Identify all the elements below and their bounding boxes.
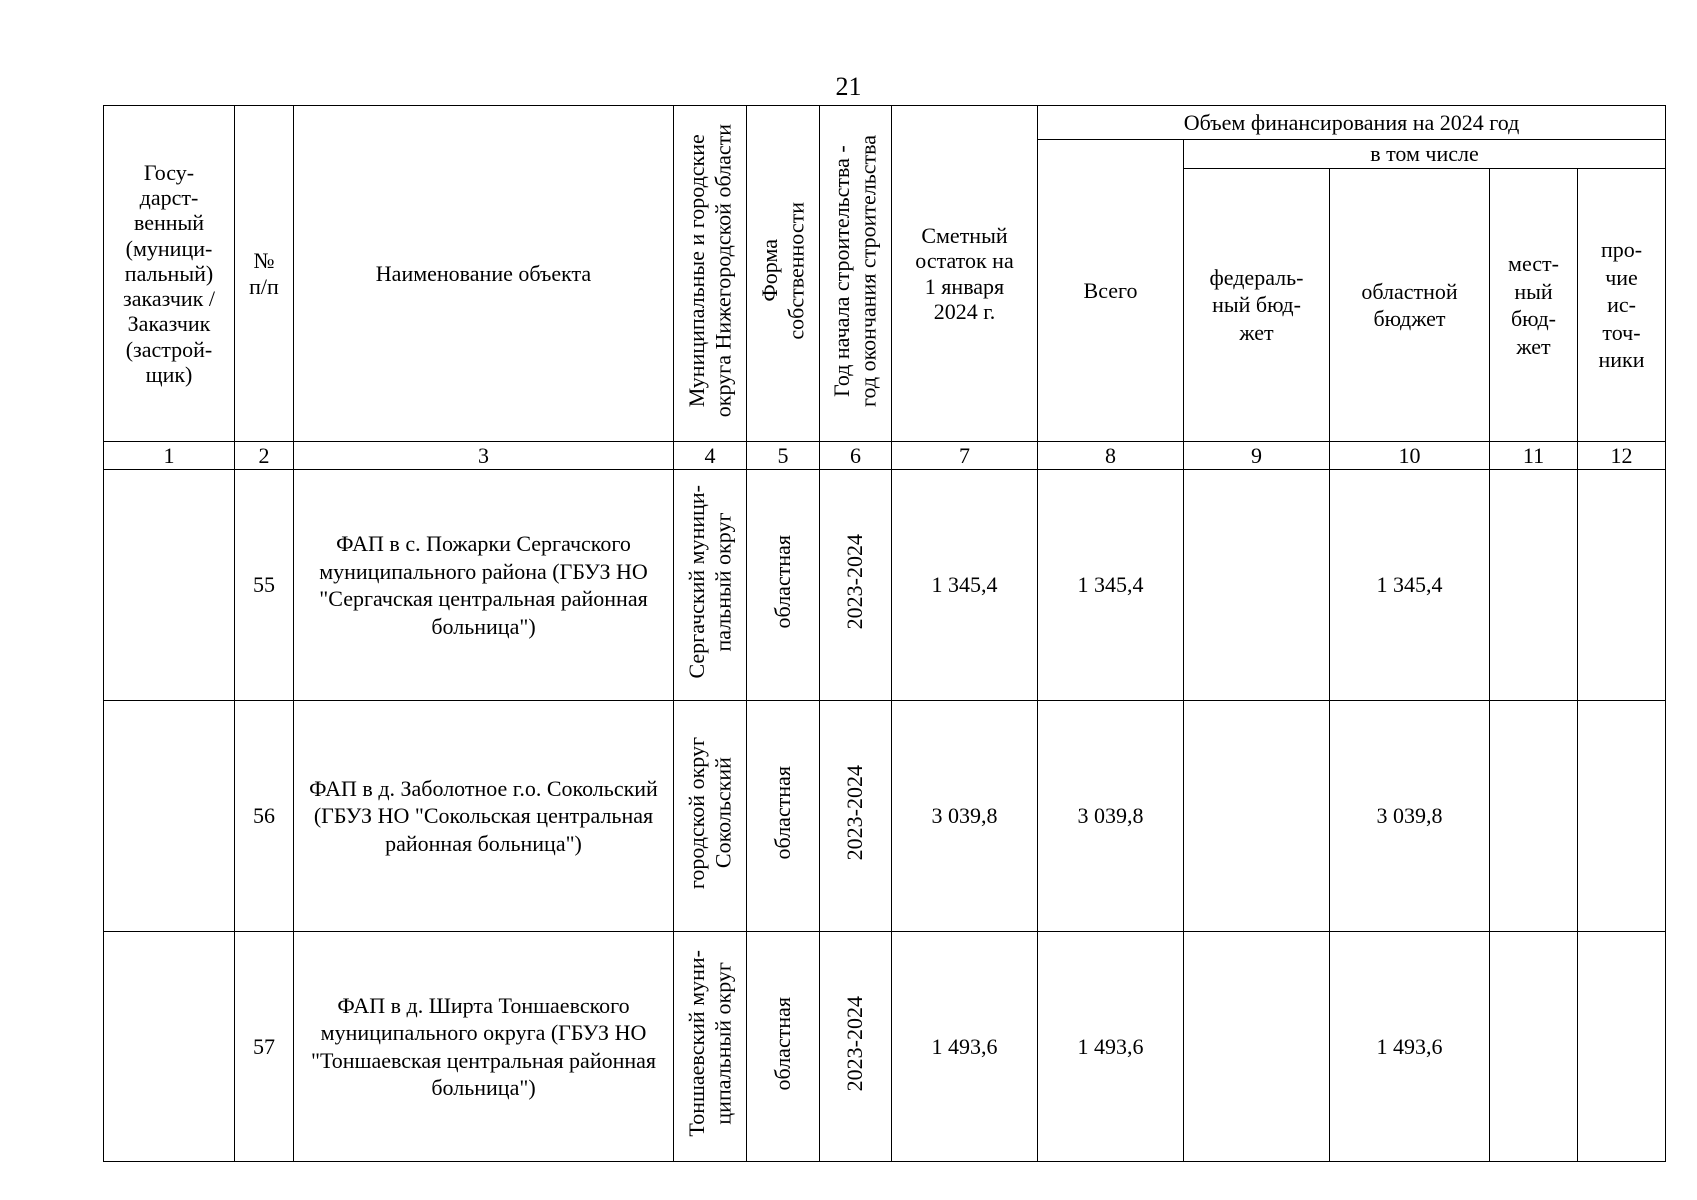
- customer-cell: [104, 470, 235, 701]
- header-district: Муниципальные и городские округа Нижегородской области: [674, 106, 747, 442]
- column-numbers-row: [104, 442, 1666, 470]
- local-budget-cell: [1490, 470, 1578, 701]
- years-cell: 2023-2024: [820, 701, 892, 932]
- estimate-cell: 3 039,8: [892, 701, 1038, 932]
- ownership-cell: областная: [747, 932, 820, 1162]
- header-number: № п/п: [235, 106, 294, 442]
- header-years: Год начала строительства - год окончания строительства: [820, 106, 892, 442]
- federal-budget-cell: [1184, 470, 1330, 701]
- ownership-cell: областная: [747, 470, 820, 701]
- customer-cell: [104, 932, 235, 1162]
- estimate-cell: 1 493,6: [892, 932, 1038, 1162]
- column-number: 10: [1330, 442, 1490, 470]
- district-cell: городской округ Сокольский: [674, 701, 747, 932]
- column-number: 3: [294, 442, 674, 470]
- federal-budget-cell: [1184, 932, 1330, 1162]
- other-sources-cell: [1578, 470, 1666, 701]
- header-total: Всего: [1038, 140, 1184, 442]
- column-number: 8: [1038, 442, 1184, 470]
- header-customer: Госу- дарст- венный (муници- пальный) заказчик / Заказчик (застрой- щик): [104, 106, 235, 442]
- column-number: 1: [104, 442, 235, 470]
- years-cell: 2023-2024: [820, 470, 892, 701]
- header-financing-group: Объем финансирования на 2024 год: [1038, 106, 1666, 140]
- header-regional-budget: областной бюджет: [1330, 169, 1490, 442]
- estimate-cell: 1 345,4: [892, 470, 1038, 701]
- header-federal-budget: федераль- ный бюд- жет: [1184, 169, 1330, 442]
- regional-budget-cell: 1 345,4: [1330, 470, 1490, 701]
- customer-cell: [104, 701, 235, 932]
- total-cell: 3 039,8: [1038, 701, 1184, 932]
- column-number: 9: [1184, 442, 1330, 470]
- header-other-sources: про- чие ис- точ- ники: [1578, 169, 1666, 442]
- object-name-cell: ФАП в с. Пожарки Сергачского муниципального района (ГБУЗ НО "Сергачская центральная районная больница"): [294, 470, 674, 701]
- column-number: 11: [1490, 442, 1578, 470]
- table-row: [104, 932, 1666, 1162]
- federal-budget-cell: [1184, 701, 1330, 932]
- years-cell: 2023-2024: [820, 932, 892, 1162]
- other-sources-cell: [1578, 932, 1666, 1162]
- local-budget-cell: [1490, 932, 1578, 1162]
- column-number: 4: [674, 442, 747, 470]
- column-number: 12: [1578, 442, 1666, 470]
- district-cell: Тоншаевский муни- ципальный округ: [674, 932, 747, 1162]
- row-number-cell: 55: [235, 470, 294, 701]
- page-number: 21: [835, 72, 862, 101]
- header-ownership: Форма собственности: [747, 106, 820, 442]
- table-row: [104, 701, 1666, 932]
- total-cell: 1 345,4: [1038, 470, 1184, 701]
- row-number-cell: 56: [235, 701, 294, 932]
- header-estimate-balance: Сметный остаток на 1 января 2024 г.: [892, 106, 1038, 442]
- other-sources-cell: [1578, 701, 1666, 932]
- financing-table: [103, 105, 1666, 1162]
- header-including-group: в том числе: [1184, 140, 1666, 169]
- regional-budget-cell: 1 493,6: [1330, 932, 1490, 1162]
- row-number-cell: 57: [235, 932, 294, 1162]
- column-number: 5: [747, 442, 820, 470]
- object-name-cell: ФАП в д. Заболотное г.о. Сокольский (ГБУЗ НО "Сокольская центральная районная больница"): [294, 701, 674, 932]
- header-local-budget: мест- ный бюд- жет: [1490, 169, 1578, 442]
- column-number: 6: [820, 442, 892, 470]
- ownership-cell: областная: [747, 701, 820, 932]
- column-number: 2: [235, 442, 294, 470]
- table-row: [104, 470, 1666, 701]
- local-budget-cell: [1490, 701, 1578, 932]
- header-object-name: Наименование объекта: [294, 106, 674, 442]
- district-cell: Сергачский муници- пальный округ: [674, 470, 747, 701]
- column-number: 7: [892, 442, 1038, 470]
- regional-budget-cell: 3 039,8: [1330, 701, 1490, 932]
- object-name-cell: ФАП в д. Ширта Тоншаевского муниципального округа (ГБУЗ НО "Тоншаевская центральная районная больница"): [294, 932, 674, 1162]
- total-cell: 1 493,6: [1038, 932, 1184, 1162]
